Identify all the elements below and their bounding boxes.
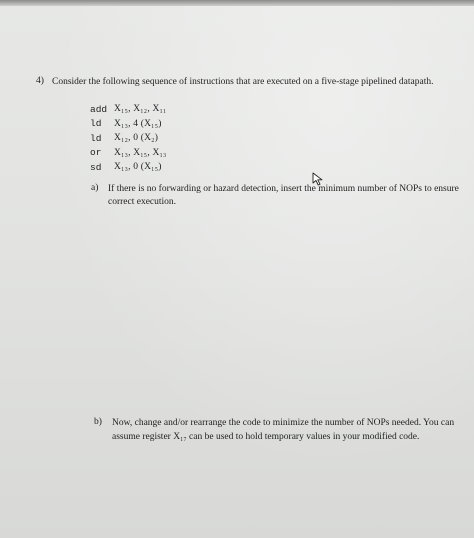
instruction-opcode: add: [90, 103, 108, 115]
question-number: 4): [36, 76, 44, 86]
instruction-line: [90, 160, 167, 175]
instruction-opcode: ld: [90, 132, 102, 144]
instruction-line: [90, 131, 167, 146]
instruction-operands: X₁₃, 0 (X₁₅): [114, 162, 162, 173]
instruction-operands: X₁₃, 4 (X₁₅): [114, 118, 162, 129]
instruction-opcode: or: [90, 147, 102, 159]
instruction-opcode: sd: [90, 161, 102, 173]
top-edge: [0, 0, 474, 6]
part-a-label: a): [91, 183, 99, 193]
instruction-sequence: [90, 102, 167, 175]
part-b-text: Now, change and/or rearrange the code to minimize the number of NOPs needed. You can assume register X₁₇ can be used to hold temporary values in your modified code.: [112, 418, 455, 442]
instruction-operands: X₁₂, 0 (X₂): [114, 133, 159, 144]
instruction-opcode: ld: [90, 118, 102, 130]
part-a-text: If there is no forwarding or hazard detection, insert the minimum number of NOPs to ensure correct execution.: [108, 184, 459, 207]
instruction-line: [90, 146, 167, 161]
instruction-operands: X₁₅, X₁₂, X₁₁: [114, 104, 167, 115]
question-text: Consider the following sequence of instructions that are executed on a five-stage pipelined datapath.: [52, 77, 434, 87]
part-b-label: b): [94, 417, 102, 427]
instruction-line: [90, 102, 167, 117]
instruction-line: [90, 117, 167, 132]
instruction-operands: X₁₃, X₁₅, X₁₃: [114, 147, 167, 158]
